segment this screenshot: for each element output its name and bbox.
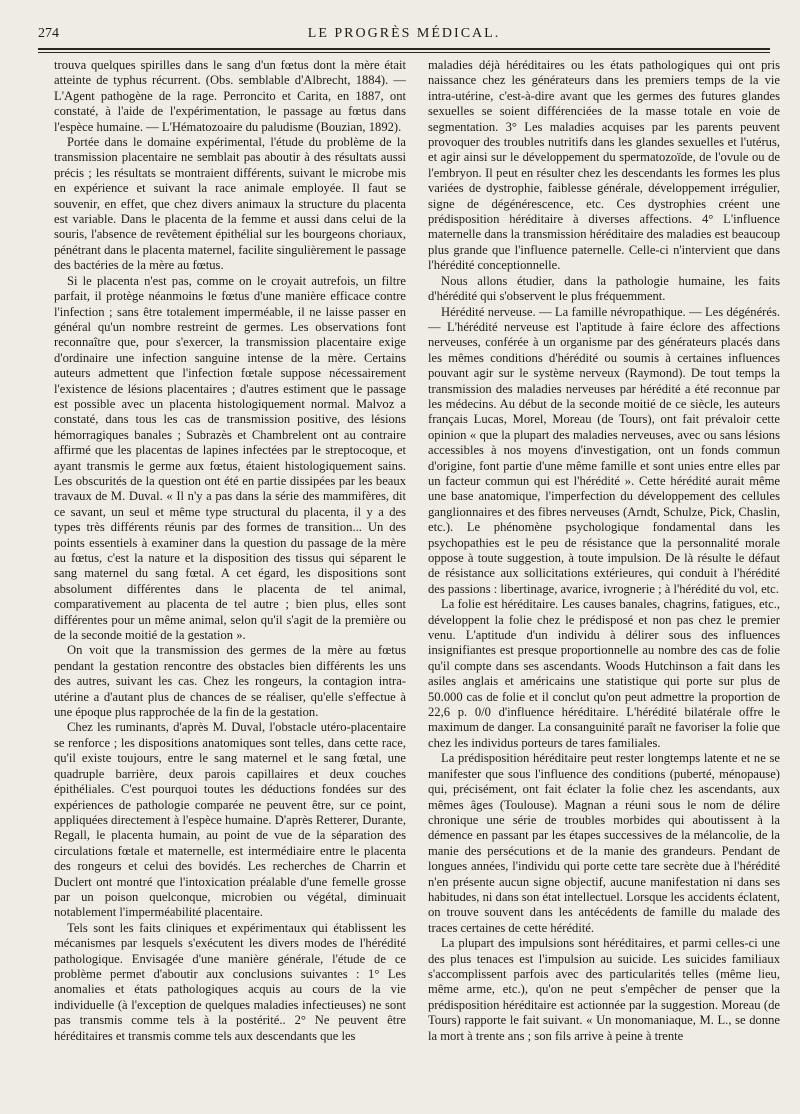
paragraph: La plupart des impulsions sont héréditaires, et parmi celles-ci une des plus tenaces est l'impulsion au suicide. Les suicides familiaux s'accomplissent parfois avec des particularités telles (même lieu, même arme, etc.), qu'on ne peut s'empêcher de penser que la prédisposition héréditaire est actionnée par la suggestion. Moreau (de Tours) rapporte le fait suivant. « Un monomaniaque, M. L., se donne la mort à trente ans ; son fils arrive à peine à trente	[428, 936, 780, 1043]
paragraph: Portée dans le domaine expérimental, l'étude du problème de la transmission placentaire ne semblait pas aboutir à des résultats aussi précis ; les résultats se montraient différents, suivant le microbe mis en expérience et suivant la race animale employée. Il faut se souvenir, en effet, que chez divers animaux la structure du placenta est variable. Dans le placenta de la femme et aussi dans celui de la souris, l'absence de revêtement épithélial sur les bourgeons choriaux, pénétrant dans le placenta maternel, facilite singulièrement le passage des bactéries de la mère au fœtus.	[54, 135, 406, 273]
paragraph: maladies déjà héréditaires ou les états pathologiques qui ont pris naissance chez les générateurs dans les premiers temps de la vie intra-utérine, c'est-à-dire avant que les germes des futures glandes sexuelles se soient différenciées de la masse totale en voie de segmentation. 3° Les maladies acquises par les parents peuvent provoquer des troubles nutritifs dans les glandes sexuelles et l'utérus, et agir ainsi sur le développement du spermatozoïde, de l'ovule ou de l'embryon. Il peut en résulter chez les descendants les formes les plus variées de dystrophie, faiblesse générale, développement irrégulier, signe de dégénérescence, etc. Ces dystrophies créent une prédisposition héréditaire à diverses affections. 4° L'influence maternelle dans la transmission héréditaire des maladies est beaucoup plus grande que l'influence paternelle. Celle-ci n'intervient que dans l'hérédité conceptionnelle.	[428, 58, 780, 273]
paragraph: Si le placenta n'est pas, comme on le croyait autrefois, un filtre parfait, il protège néanmoins le fœtus d'une manière efficace contre l'infection ; sans être totalement imperméable, il ne laisse passer en général qu'un nombre restreint de germes. Les observations font reconnaître que, pour s'exercer, la transmission placentaire exige d'ordinaire une infection sanguine intense de la mère. Certains auteurs admettent que l'infection fœtale suppose nécessairement l'existence de lésions placentaires ; d'autres estiment que le passage est possible avec un placenta histologiquement normal. Malvoz a constaté, dans tous les cas de transmission positive, des lésions hémorragiques banales ; Subrazès et Chambrelent ont au contraire affirmé que les placentas de lapines infectées par le streptocoque, et ayant transmis le germe aux fœtus, étaient histologiquement sains. Les obscurités de la question ont été en partie dissipées par les beaux travaux de M. Duval. « Il n'y a pas dans la série des mammifères, dit ce savant, un seul et même type structural du placenta, il y a des types très différents réunis par des formes de transition... Un des points essentiels à examiner dans la question du passage de la mère au fœtus, c'est la nature et la disposition des tissus qui séparent le sang maternel du sang fœtal. A cet égard, les dispositions sont absolument différentes dans le placenta de tel animal, comparativement au placenta de tel autre ; bien plus, elles sont différentes pour un même animal, selon qu'il s'agit de la première ou de la seconde moitié de la gestation ».	[54, 273, 406, 643]
paragraph: Tels sont les faits cliniques et expérimentaux qui établissent les mécanismes par lesquels s'exécutent les divers modes de l'hérédité pathologique. Envisagée d'une manière générale, l'étude de ce problème permet d'aboutir aux conclusions suivantes : 1° Les anomalies et états pathologiques acquis au cours de la vie individuelle (à l'exception de quelques maladies infectieuses) ne sont pas transmis comme tels à la postérité.. 2° Ne peuvent être héréditaires et transmis comme tels aux descendants que les	[54, 920, 406, 1043]
page-number: 274	[38, 26, 59, 41]
text-columns	[54, 58, 780, 1106]
header-rule-thick	[38, 48, 770, 50]
header-rule-thin	[38, 52, 770, 53]
paragraph: On voit que la transmission des germes de la mère au fœtus pendant la gestation rencontre des obstacles bien différents les uns des autres, suivant les cas. Chez les rongeurs, la contagion intra-utérine a d'autant plus de chances de se réaliser, qu'elle s'effectue à une époque plus rapprochée de la fin de la gestation.	[54, 643, 406, 720]
paragraph: La folie est héréditaire. Les causes banales, chagrins, fatigues, etc., développent la folie chez le prédisposé et non pas chez le premier venu. L'aptitude d'un individu à délirer sous des influences insignifiantes est presque proportionnelle au nombre des cas de folie qu'il compte dans ses ascendants. Woods Hutchinson a fait dans les asiles anglais et américains une statistique qui porte sur plus de 50.000 cas de folie et il conclut qu'on peut admettre la proportion de 22,6 p. 0/0 d'influence héréditaire. L'hérédité bilatérale offre le maximum de danger. La consanguinité paraît ne favoriser la folie que chez les individus porteurs de tares familiales.	[428, 597, 780, 750]
paragraph: La prédisposition héréditaire peut rester longtemps latente et ne se manifester que sous l'influence des conditions (puberté, ménopause) qui, précisément, ont fait éclater la folie chez les ascendants, aux mêmes âges (Toulouse). Magnan a réuni sous le nom de délire chronique une série de troubles morbides qui aboutissent à la démence en passant par les étapes successives de la mélancolie, de la manie des persécutions et de la manie des grandeurs. Pendant de longues années, l'individu qui porte cette tare secrète due à l'hérédité n'en présente aucun signe objectif, aucune manifestation ni dans ses habitudes, ni dans son état intellectuel. Lorsque les accidents éclatent, on trouve souvent dans les antécédents de famille du malade des traces certaines de cette hérédité.	[428, 751, 780, 935]
paragraph: trouva quelques spirilles dans le sang d'un fœtus dont la mère était atteinte de typhus récurrent. (Obs. semblable d'Albrecht, 1884). — L'Agent pathogène de la rage. Perroncito et Carita, en 1887, ont constaté, à l'aide de l'expérimentation, le passage au fœtus dans l'espèce humaine. — L'Hématozoaire du paludisme (Bouzian, 1892).	[54, 58, 406, 134]
page-header	[38, 26, 770, 48]
paragraph: Nous allons étudier, dans la pathologie humaine, les faits d'hérédité qui s'observent le plus fréquemment.	[428, 273, 780, 304]
left-column	[54, 58, 406, 1106]
paragraph: Chez les ruminants, d'après M. Duval, l'obstacle utéro-placentaire se renforce ; les dispositions anatomiques sont telles, dans cette race, qu'il existe toujours, entre le sang maternel et le sang fœtal, une quadruple barrière, deux parois capillaires et deux couches épithéliales. C'est pourquoi toutes les déductions fondées sur des expériences de pathologie comparée ne peuvent être, sur ce point, appliquées directement à l'espèce humaine. D'après Retterer, Durante, Regall, le placenta humain, au point de vue de la séparation des circulations fœtale et maternelle, est intermédiaire entre le placenta des rongeurs et celui des bovidés. Les recherches de Charrin et Duclert ont montré que l'intoxication préalable d'une femelle grosse par un poison quelconque, microbien ou végétal, diminuait notablement l'imperméabilité placentaire.	[54, 720, 406, 920]
right-column	[428, 58, 780, 1106]
paragraph: Hérédité nerveuse. — La famille névropathique. — Les dégénérés. — L'hérédité nerveuse est l'aptitude à faire éclore des affections nerveuses, conférée à un organisme par des générateurs placés dans les mêmes conditions d'hérédité ou soumis à certaines influences pouvant agir sur le système nerveux (Raymond). De tout temps la transmission des maladies nerveuses par hérédité a été reconnue par les médecins. Au début de la seconde moitié de ce siècle, les auteurs français Lucas, Morel, Moreau (de Tours), ont fait prévaloir cette opinion « que la plupart des maladies nerveuses, avec ou sans lésions accessibles à nos moyens d'investigation, ont un fonds commun d'origine, font partie d'une même famille et sont unies entre elles par un facteur commun qui est l'hérédité ». Cette hérédité aurait même une base anatomique, l'imperfection du développement des cellules ganglionnaires et des fibres nerveuses (Arndt, Schulze, Pick, Chaslin, etc.). Le phénomène psychologique fondamental dans les psychopathies est le peu de résistance que la personnalité morale oppose à toute suggestion, à toute impulsion. De là résulte le défaut de résistance aux sollicitations extérieures, qui conduit à l'hérédité des passions : libertinage, avarice, ivrognerie ; à l'hérédité du vol, etc.	[428, 304, 780, 596]
running-title: LE PROGRÈS MÉDICAL.	[307, 26, 501, 41]
